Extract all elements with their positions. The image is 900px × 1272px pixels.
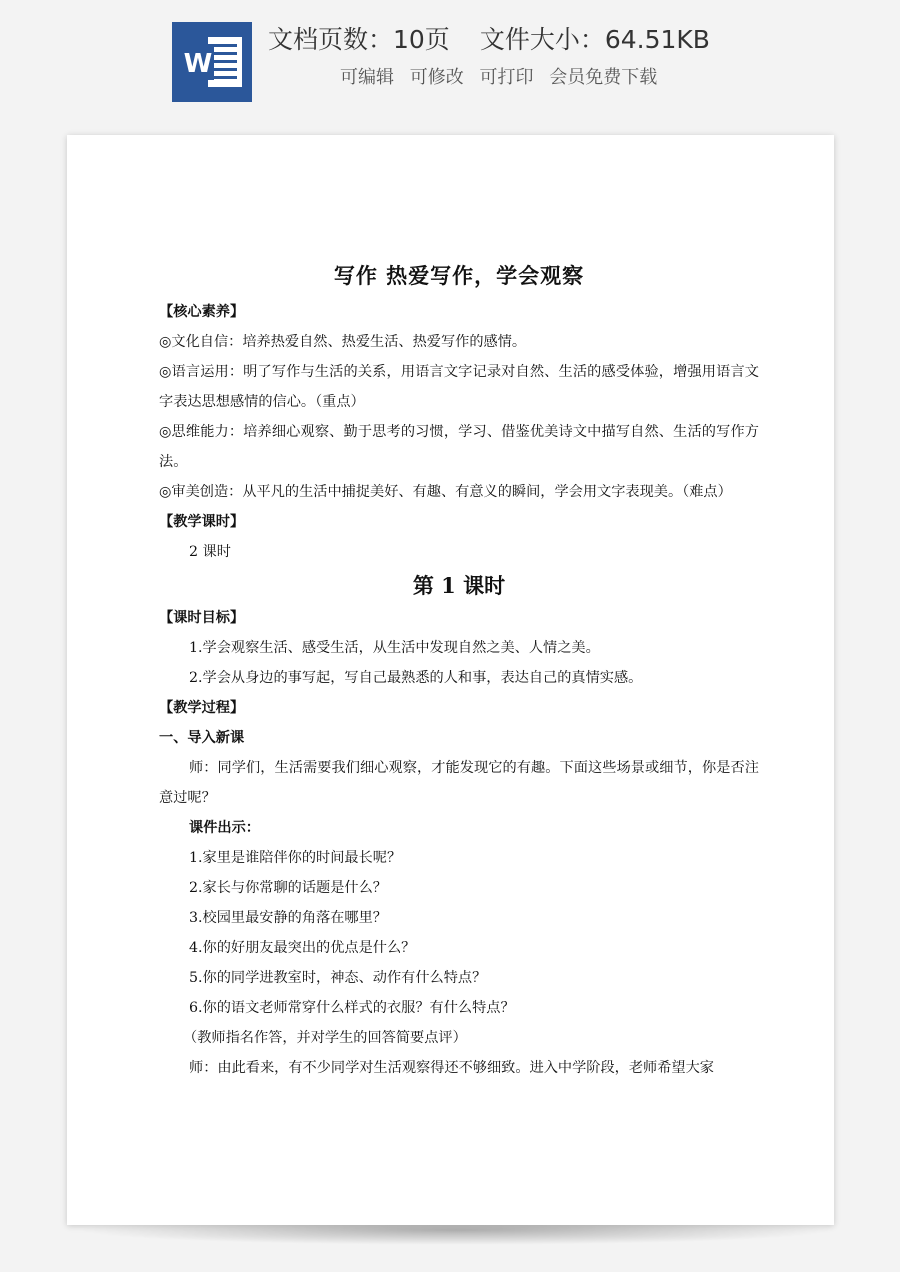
feature-member-download: 会员免费下载	[549, 67, 658, 88]
goals-heading: 【课时目标】	[159, 610, 245, 626]
page-count: 文档页数：10页	[268, 25, 450, 54]
page-content	[159, 261, 759, 1083]
hours-heading: 【教学课时】	[159, 514, 245, 530]
core-item-culture: ◎文化自信：培养热爱自然、热爱生活、热爱写作的感情。	[159, 334, 527, 350]
teacher-note: （教师指名作答，并对学生的回答简要点评）	[183, 1030, 467, 1046]
core-item-thinking: ◎思维能力：培养细心观察、勤于思考的习惯，学习、借鉴优美诗文中描写自然、生活的写作方法。	[159, 424, 759, 470]
document-title: 写作 热爱写作，学会观察	[333, 263, 585, 288]
hours-value: 2 课时	[189, 544, 231, 560]
feature-list	[340, 64, 667, 92]
core-item-language: ◎语言运用：明了写作与生活的关系，用语言文字记录对自然、生活的感受体验，增强用语言文字表达思想感情的信心。（重点）	[159, 364, 759, 410]
feature-printable: 可打印	[479, 67, 534, 88]
svg-text:W: W	[183, 49, 213, 79]
closing-paragraph: 师：由此看来，有不少同学对生活观察得还不够细致。进入中学阶段，老师希望大家	[189, 1060, 714, 1076]
feature-editable: 可编辑	[340, 67, 394, 88]
document-page	[67, 135, 834, 1225]
feature-modifiable: 可修改	[409, 67, 464, 88]
goal-item: 2.学会从身边的事写起，写自己最熟悉的人和事，表达自己的真情实感。	[189, 670, 643, 686]
courseware-label: 课件出示：	[189, 820, 260, 836]
document-info-banner	[0, 0, 900, 118]
goal-item: 1.学会观察生活、感受生活，从生活中发现自然之美、人情之美。	[189, 640, 600, 656]
core-item-aesthetics: ◎审美创造：从平凡的生活中捕捉美好、有趣、有意义的瞬间，学会用文字表现美。（难点）	[159, 484, 732, 500]
lesson-title: 第 1 课时	[412, 573, 506, 598]
info-summary	[268, 22, 710, 58]
question-item: 5.你的同学进教室时，神态、动作有什么特点？	[189, 970, 487, 986]
question-item: 6.你的语文老师常穿什么样式的衣服？有什么特点？	[189, 1000, 515, 1016]
word-file-icon	[172, 22, 252, 102]
intro-paragraph: 师：同学们，生活需要我们细心观察，才能发现它的有趣。下面这些场景或细节，你是否注意过呢？	[159, 760, 759, 806]
question-item: 2.家长与你常聊的话题是什么？	[189, 880, 387, 896]
core-heading: 【核心素养】	[159, 304, 245, 320]
file-size: 文件大小：64.51KB	[479, 25, 710, 54]
question-item: 1.家里是谁陪伴你的时间最长呢？	[189, 850, 402, 866]
question-item: 3.校园里最安静的角落在哪里？	[189, 910, 387, 926]
part1-heading: 一、导入新课	[159, 730, 245, 746]
question-item: 4.你的好朋友最突出的优点是什么？	[189, 940, 416, 956]
process-heading: 【教学过程】	[159, 700, 245, 716]
